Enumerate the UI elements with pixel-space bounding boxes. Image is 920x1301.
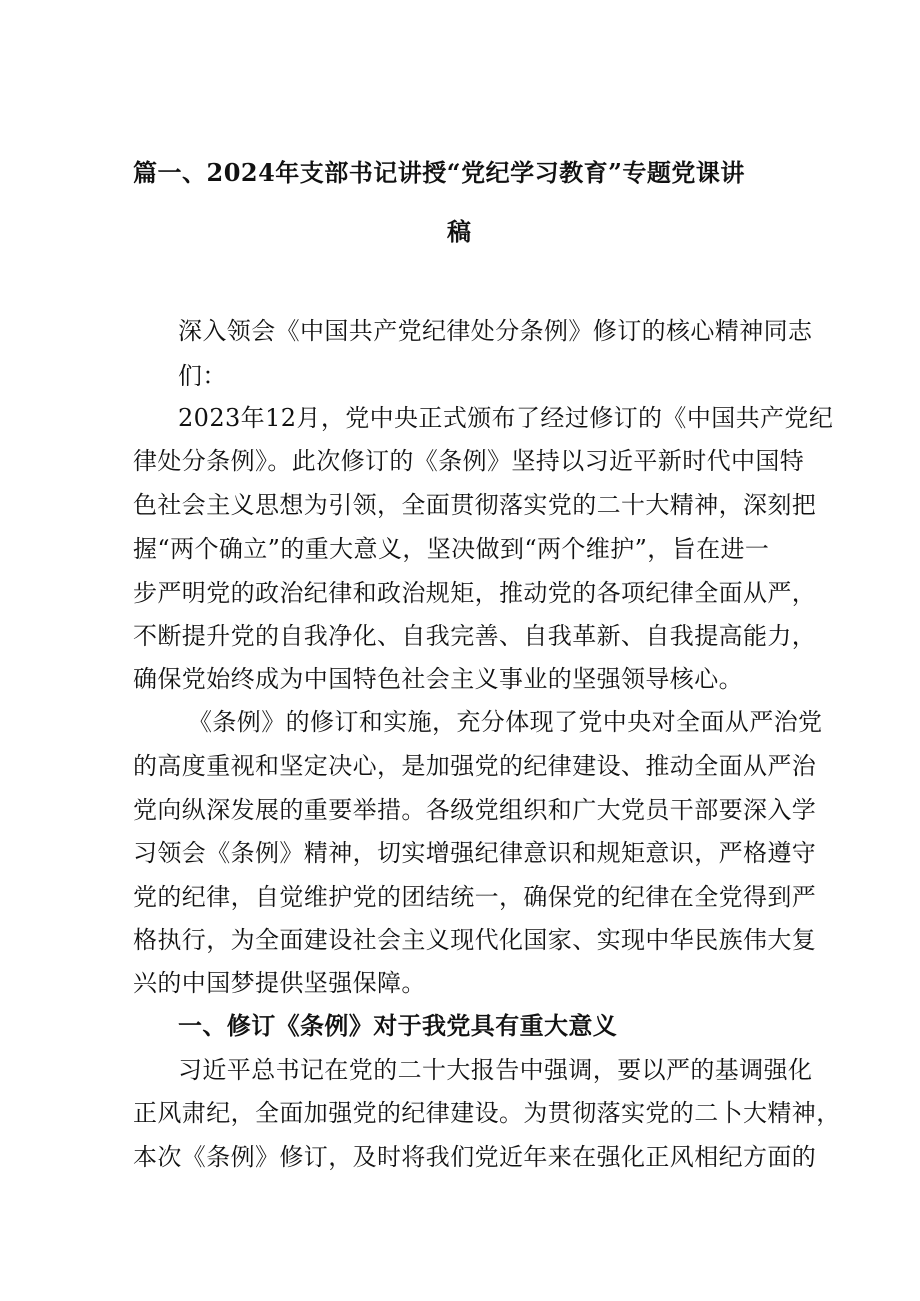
paragraph-line: 党向纵深发展的重要举措。各级党组织和广大党员干部要深入学 xyxy=(133,796,817,824)
document-title-line-1: 篇一、2024年支部书记讲授“党纪学习教育”专题党课讲 xyxy=(133,158,745,187)
paragraph-line: 习近平总书记在党的二十大报告中强调，要以严的基调强化 xyxy=(178,1056,813,1084)
salutation-line: 深入领会《中国共产党纪律处分条例》修订的核心精神同志 xyxy=(178,317,813,345)
paragraph-line: 本次《条例》修订，及时将我们党近年来在强化正风相纪方面的 xyxy=(133,1143,817,1171)
paragraph-line: 兴的中国梦提供坚强保障。 xyxy=(133,969,426,997)
paragraph-line: 习领会《条例》精神，切实增强纪律意识和规矩意识，严格遵守 xyxy=(133,839,817,867)
salutation-line: 们： xyxy=(178,362,227,390)
paragraph-line: 2023年12月，党中央正式颁布了经过修订的《中国共产党纪 xyxy=(178,404,834,432)
paragraph-line: 格执行，为全面建设社会主义现代化国家、实现中华民族伟大复 xyxy=(133,926,817,954)
paragraph-line: 不断提升党的自我净化、自我完善、自我革新、自我提高能力， xyxy=(133,622,817,650)
paragraph-line: 色社会主义思想为引领，全面贯彻落实党的二十大精神，深刻把 xyxy=(133,491,817,519)
section-heading: 一、修订《条例》对于我党具有重大意义 xyxy=(178,1011,618,1040)
document-title-line-2: 稿 xyxy=(447,217,472,246)
paragraph-line: 握“两个确立”的重大意义，坚决做到“两个维护”，旨在进一 xyxy=(133,535,770,563)
paragraph-line: 确保党始终成为中国特色社会主义事业的坚强领导核心。 xyxy=(133,665,743,693)
paragraph-line: 的高度重视和坚定决心，是加强党的纪律建设、推动全面从严治 xyxy=(133,752,817,780)
paragraph-line: 党的纪律，自觉维护党的团结统一，确保党的纪律在全党得到严 xyxy=(133,883,817,911)
paragraph-line: 步严明党的政治纪律和政治规矩，推动党的各项纪律全面从严， xyxy=(133,579,817,607)
paragraph-line: 正风肃纪，全面加强党的纪律建设。为贯彻落实党的二卜大精神， xyxy=(133,1099,841,1127)
paragraph-line: 《条例》的修订和实施，充分体现了党中央对全面从严治党 xyxy=(188,708,823,736)
paragraph-line: 律处分条例》。此次修订的《条例》坚持以习近平新时代中国特 xyxy=(133,447,805,475)
